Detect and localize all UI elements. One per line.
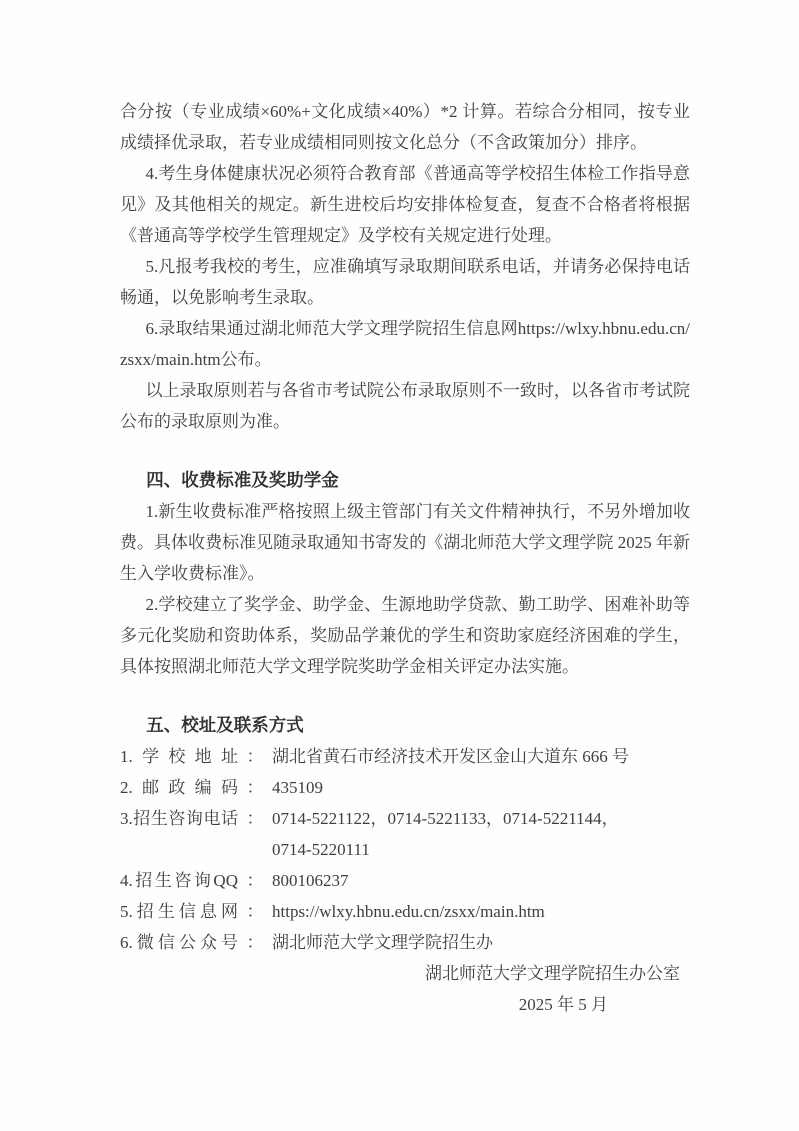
contact-label-address: 1.学校地址: [120, 747, 238, 766]
contact-label-postcode: 2.邮政编码: [120, 778, 238, 797]
contact-row-qq: [120, 865, 690, 896]
contact-row-phone: [120, 803, 690, 865]
contact-separator: ：: [246, 778, 264, 797]
contact-separator: ：: [246, 902, 264, 921]
paragraph-result-publish: 6.录取结果通过湖北师范大学文理学院招生信息网https://wlxy.hbnu.edu.cn/zsxx/main.htm公布。: [120, 319, 690, 369]
paragraph-contact-phone-notice: 5.凡报考我校的考生，应准确填写录取期间联系电话，并请务必保持电话畅通，以免影响考生录取。: [120, 257, 690, 307]
contact-row-website: [120, 896, 690, 927]
section-heading-fees: 四、收费标准及奖助学金: [146, 470, 339, 490]
contact-value-phone-line1: 0714-5221122，0714-5221133，0714-5221144，: [272, 809, 619, 828]
paragraph-fees-standard: 1.新生收费标准严格按照上级主管部门有关文件精神执行，不另外增加收费。具体收费标准见随录取通知书寄发的《湖北师范大学文理学院 2025 年新生入学收费标准》。: [120, 502, 690, 583]
contact-label-wechat: 6.微信公众号: [120, 933, 238, 952]
contact-value-postcode: 435109: [272, 778, 323, 797]
contact-value-address: 湖北省黄石市经济技术开发区金山大道东 666 号: [272, 747, 629, 766]
contact-value-phone: [272, 803, 690, 865]
signature-date: 2025 年 5 月: [518, 995, 608, 1014]
paragraph-score-rule: 合分按（专业成绩×60%+文化成绩×40%）*2 计算。若综合分相同，按专业成绩择优录取，若专业成绩相同则按文化总分（不含政策加分）排序。: [120, 102, 690, 152]
contact-row-address: [120, 741, 690, 772]
contact-value-website: https://wlxy.hbnu.edu.cn/zsxx/main.htm: [272, 902, 545, 921]
contact-separator: ：: [246, 747, 264, 766]
contact-row-wechat: [120, 927, 690, 958]
paragraph-rule-priority: 以上录取原则若与各省市考试院公布录取原则不一致时，以各省市考试院公布的录取原则为准。: [120, 381, 690, 431]
section-heading-contact: 五、校址及联系方式: [146, 715, 304, 735]
contact-value-phone-line2: 0714-5220111: [272, 840, 370, 859]
contact-label-qq: 4.招生咨询QQ: [120, 871, 238, 890]
contact-list: [120, 741, 690, 958]
contact-row-postcode: [120, 772, 690, 803]
contact-separator: ：: [246, 809, 264, 828]
contact-separator: ：: [246, 933, 264, 952]
paragraph-health-check: 4.考生身体健康状况必须符合教育部《普通高等学校招生体检工作指导意见》及其他相关的规定。新生进校后均安排体检复查，复查不合格者将根据《普通高等学校学生管理规定》及学校有关规定进行处理。: [120, 164, 690, 245]
contact-value-qq: 800106237: [272, 871, 349, 890]
paragraph-scholarship: 2.学校建立了奖学金、助学金、生源地助学贷款、勤工助学、困难补助等多元化奖励和资助体系，奖励品学兼优的学生和资助家庭经济困难的学生，具体按照湖北师范大学文理学院奖助学金相关评定办法实施。: [120, 595, 690, 676]
contact-separator: ：: [246, 871, 264, 890]
signature-office: 湖北师范大学文理学院招生办公室: [425, 964, 680, 983]
contact-label-website: 5.招生信息网: [120, 902, 238, 921]
document-body: [120, 96, 690, 1020]
contact-label-phone: 3.招生咨询电话: [120, 809, 238, 828]
contact-value-wechat: 湖北师范大学文理学院招生办: [272, 933, 493, 952]
